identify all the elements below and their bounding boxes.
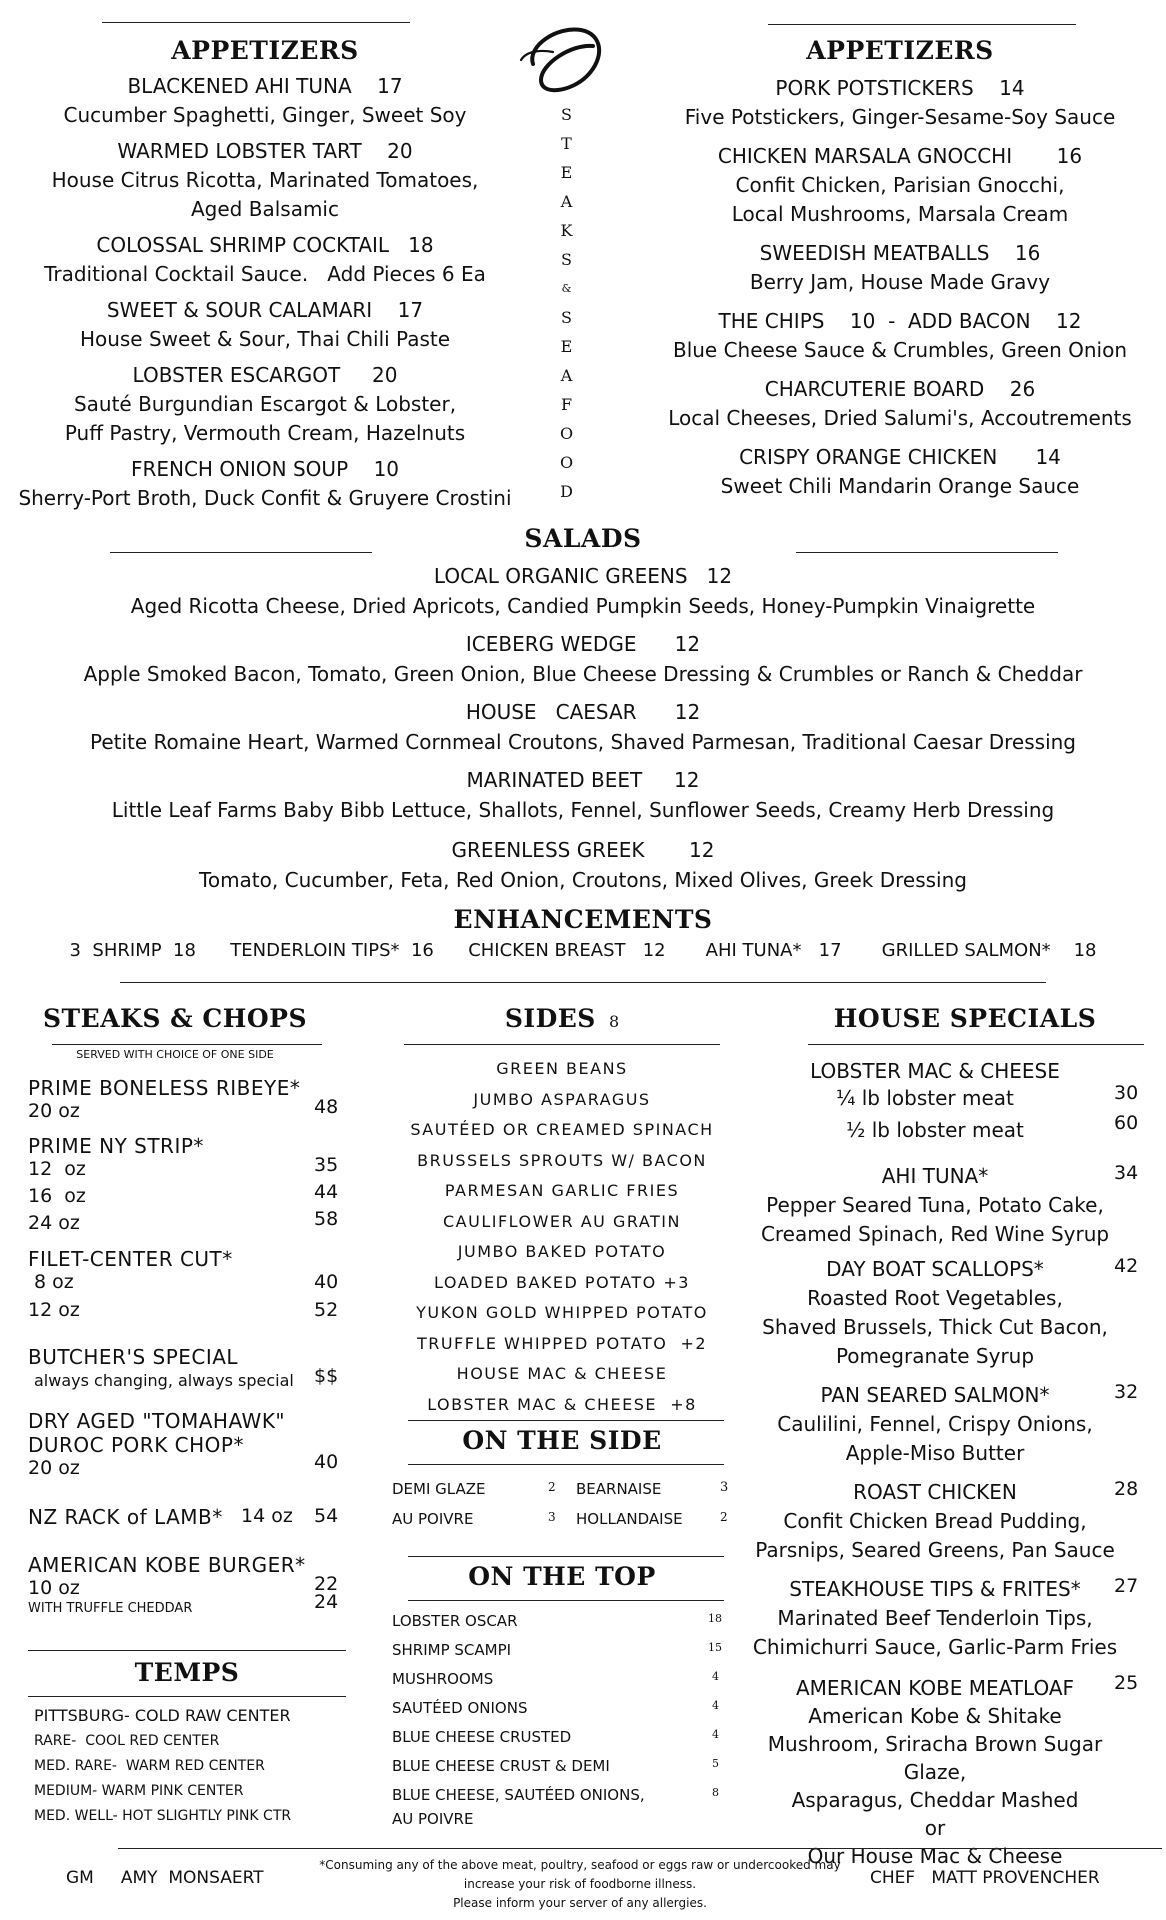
topping-price: 4 [712, 1670, 719, 1683]
special-desc: Roasted Root Vegetables, [807, 1286, 1063, 1310]
enhancement-price: 18 [173, 940, 196, 961]
menu-item-desc: Aged Balsamic [191, 197, 339, 221]
vertical-letter: T [561, 134, 573, 153]
vertical-letter: S [561, 105, 573, 124]
menu-item-name: SWEET & SOUR CALAMARI 17 [106, 298, 424, 322]
section-title: ON THE TOP [468, 1562, 656, 1591]
steaks-list [28, 1076, 348, 1625]
menu-item-desc: Puff Pastry, Vermouth Cream, Hazelnuts [64, 421, 466, 445]
steak-size: 20 oz [28, 1457, 80, 1479]
steak-size: 12 oz [28, 1158, 86, 1180]
special-option: ¼ lb lobster meat [836, 1086, 1014, 1110]
side-item: BRUSSELS SPROUTS W/ BACON [417, 1150, 707, 1170]
house-specials-header [800, 1004, 1130, 1033]
steak-price: 22 [314, 1573, 339, 1595]
special-desc: Mushroom, Sriracha Brown Sugar Glaze, [767, 1732, 1103, 1784]
menu-item-desc: Sauté Burgundian Escargot & Lobster, [73, 392, 457, 416]
house-specials-list [750, 1056, 1150, 1870]
special-desc: Pomegranate Syrup [835, 1344, 1035, 1368]
menu-item-desc: Local Mushrooms, Marsala Cream [731, 202, 1069, 226]
menu-item-name: GREENLESS GREEK 12 [451, 838, 715, 862]
logo-o-icon [515, 20, 615, 110]
temp-item: PITTSBURG- COLD RAW CENTER [34, 1706, 291, 1725]
special-desc: or [924, 1816, 946, 1840]
steak-size: 14 oz [241, 1505, 293, 1527]
steak-price: 54 [314, 1505, 339, 1527]
side-item: JUMBO ASPARAGUS [473, 1089, 651, 1109]
steak-price: 24 [314, 1591, 339, 1613]
special-desc: Chimichurri Sauce, Garlic-Parm Fries [752, 1635, 1118, 1659]
special-price: 42 [1114, 1255, 1139, 1277]
menu-item-desc: Aged Ricotta Cheese, Dried Apricots, Candied Pumpkin Seeds, Honey-Pumpkin Vinaigrette [130, 594, 1036, 618]
menu-item-desc: Tomato, Cucumber, Feta, Red Onion, Croutons, Mixed Olives, Greek Dressing [199, 868, 967, 892]
menu-item-name: ICEBERG WEDGE 12 [465, 632, 701, 656]
menu-item-name: CHARCUTERIE BOARD 26 [764, 377, 1036, 401]
menu-item-desc: House Sweet & Sour, Thai Chili Paste [79, 327, 451, 351]
topping-name: SAUTÉED ONIONS [392, 1699, 528, 1717]
side-item: LOBSTER MAC & CHEESE +8 [427, 1394, 697, 1414]
special-desc: Caulilini, Fennel, Crispy Onions, [777, 1412, 1093, 1436]
special-desc: Confit Chicken Bread Pudding, [783, 1509, 1087, 1533]
special-name: PAN SEARED SALMON* [820, 1383, 1050, 1407]
menu-item-name: WARMED LOBSTER TART 20 [117, 139, 413, 163]
steak-price: 35 [314, 1154, 339, 1176]
side-item: YUKON GOLD WHIPPED POTATO [416, 1303, 708, 1322]
topping-price: 18 [708, 1612, 722, 1625]
menu-item-desc: Local Cheeses, Dried Salumi's, Accoutrements [668, 406, 1132, 430]
steak-name: BUTCHER'S SPECIAL [28, 1345, 239, 1369]
menu-item-name: THE CHIPS 10 - ADD BACON 12 [718, 309, 1082, 333]
steak-size: 8 oz [28, 1271, 74, 1293]
menu-item-name: FRENCH ONION SOUP 10 [130, 457, 400, 481]
sides-header [402, 1004, 722, 1033]
special-price: 32 [1114, 1381, 1139, 1403]
appetizers-left [10, 36, 520, 513]
topping-name: SHRIMP SCAMPI [392, 1641, 512, 1659]
sauce-name: BEARNAISE [576, 1480, 662, 1498]
special-desc: Asparagus, Cheddar Mashed [791, 1788, 1079, 1812]
vertical-letter: S [561, 250, 573, 269]
enhancement-price: 17 [818, 940, 842, 961]
enhancement-price: 18 [1073, 940, 1097, 961]
steak-price: 40 [314, 1271, 339, 1293]
vertical-letter: E [560, 163, 574, 182]
steak-price: $$ [314, 1365, 339, 1387]
steak-size: 24 oz [28, 1212, 80, 1234]
on-the-side-list [392, 1480, 732, 1540]
vertical-letter: O [559, 424, 575, 443]
steak-name: PRIME NY STRIP* [28, 1134, 204, 1158]
disclaimer-line: increase your risk of foodborne illness. [463, 1877, 697, 1891]
steak-price: 52 [314, 1299, 339, 1321]
special-price: 34 [1114, 1162, 1139, 1184]
steaks-seafood-vertical [555, 100, 579, 506]
menu-item-name: BLACKENED AHI TUNA 17 [127, 74, 403, 98]
side-item: TRUFFLE WHIPPED POTATO +2 [416, 1333, 708, 1353]
special-name: AMERICAN KOBE MEATLOAF [795, 1676, 1075, 1700]
menu-item-desc: Little Leaf Farms Baby Bibb Lettuce, Shallots, Fennel, Sunflower Seeds, Creamy Herb Dressing [111, 798, 1055, 822]
menu-item-desc: Cucumber Spaghetti, Ginger, Sweet Soy [63, 103, 467, 127]
steak-price: 48 [314, 1096, 339, 1118]
special-desc: Our House Mac & Cheese [807, 1844, 1063, 1868]
topping-price: 8 [712, 1786, 719, 1799]
special-desc: Creamed Spinach, Red Wine Syrup [760, 1222, 1110, 1246]
enhancement-name: CHICKEN BREAST [468, 940, 626, 961]
special-name: ROAST CHICKEN [853, 1480, 1017, 1504]
topping-price: 4 [712, 1699, 719, 1712]
sauce-name: AU POIVRE [392, 1510, 474, 1528]
side-item: PARMESAN GARLIC FRIES [444, 1181, 680, 1200]
section-title: SIDES [504, 1004, 596, 1033]
menu-item-desc: Petite Romaine Heart, Warmed Cornmeal Croutons, Shaved Parmesan, Traditional Caesar Dressing [89, 730, 1076, 754]
sides-price: 8 [608, 1012, 620, 1031]
special-price: 27 [1114, 1575, 1139, 1597]
section-title: ON THE SIDE [462, 1426, 662, 1455]
vertical-letter: F [560, 395, 574, 414]
special-price: 28 [1114, 1478, 1139, 1500]
menu-item-name: COLOSSAL SHRIMP COCKTAIL 18 [96, 233, 434, 257]
vertical-letter: A [560, 366, 574, 385]
vertical-letter: S [561, 308, 573, 327]
topping-price: 4 [712, 1728, 719, 1741]
topping-price: 5 [712, 1757, 719, 1770]
menu-item-desc: Confit Chicken, Parisian Gnocchi, [735, 173, 1065, 197]
menu-item-desc: Berry Jam, House Made Gravy [749, 270, 1051, 294]
special-desc: Parsnips, Seared Greens, Pan Sauce [755, 1538, 1115, 1562]
enhancement-name: 3 SHRIMP [69, 940, 162, 961]
menu-item-desc: Five Potstickers, Ginger-Sesame-Soy Sauce [684, 105, 1116, 129]
temp-item: MEDIUM- WARM PINK CENTER [34, 1783, 244, 1799]
topping-name: MUSHROOMS [392, 1670, 494, 1688]
topping-price: 15 [708, 1641, 722, 1654]
steak-desc: always changing, always special [34, 1371, 294, 1390]
on-the-top-header [402, 1562, 722, 1591]
special-desc: Pepper Seared Tuna, Potato Cake, [766, 1193, 1104, 1217]
special-name: DAY BOAT SCALLOPS* [826, 1257, 1044, 1281]
steak-name: AMERICAN KOBE BURGER* [28, 1553, 306, 1577]
special-price: 25 [1114, 1672, 1139, 1694]
disclaimer-line: *Consuming any of the above meat, poultry, seafood or eggs raw or undercooked may [319, 1858, 841, 1872]
steak-size: 10 oz [28, 1577, 80, 1599]
menu-item-desc: Apple Smoked Bacon, Tomato, Green Onion, Blue Cheese Dressing & Crumbles or Ranch & Cheddar [83, 662, 1083, 686]
special-name: STEAKHOUSE TIPS & FRITES* [789, 1577, 1081, 1601]
menu-item-desc: Blue Cheese Sauce & Crumbles, Green Onion [672, 338, 1128, 362]
menu-item-name: SWEEDISH MEATBALLS 16 [759, 241, 1041, 265]
section-title: ENHANCEMENTS [453, 905, 713, 934]
steak-name: FILET-CENTER CUT* [28, 1247, 233, 1271]
menu-item-desc: Sweet Chili Mandarin Orange Sauce [720, 474, 1080, 498]
vertical-letter: K [560, 221, 574, 240]
special-option: ½ lb lobster meat [846, 1118, 1024, 1142]
temp-item: RARE- COOL RED CENTER [34, 1733, 220, 1749]
vertical-letter: E [560, 337, 574, 356]
topping-name: AU POIVRE [392, 1810, 474, 1828]
on-the-side-header [402, 1426, 722, 1455]
special-price: 30 [1114, 1082, 1139, 1104]
topping-name: BLUE CHEESE CRUSTED [392, 1728, 572, 1746]
side-item: GREEN BEANS [496, 1059, 628, 1078]
temps-header [28, 1658, 346, 1687]
section-title: TEMPS [134, 1658, 240, 1687]
steak-size: 20 oz [28, 1100, 80, 1122]
menu-item-name: CHICKEN MARSALA GNOCCHI 16 [717, 144, 1083, 168]
menu-item-name: CRISPY ORANGE CHICKEN 14 [739, 445, 1061, 469]
section-title: APPETIZERS [171, 36, 359, 65]
vertical-letter: A [560, 192, 574, 211]
sauce-price: 3 [720, 1480, 729, 1495]
enhancement-name: AHI TUNA* [705, 940, 802, 961]
special-desc: Apple-Miso Butter [845, 1441, 1025, 1465]
steak-price: 58 [314, 1208, 339, 1230]
section-title: HOUSE SPECIALS [833, 1004, 1097, 1033]
steak-price: 40 [314, 1451, 339, 1473]
sauce-price: 2 [720, 1510, 728, 1524]
side-item: LOADED BAKED POTATO +3 [434, 1272, 690, 1292]
side-item: HOUSE MAC & CHEESE [456, 1364, 668, 1383]
steaks-subtitle: SERVED WITH CHOICE OF ONE SIDE [76, 1048, 274, 1061]
special-name: LOBSTER MAC & CHEESE [810, 1059, 1060, 1083]
topping-name: LOBSTER OSCAR [392, 1612, 518, 1630]
menu-item-name: PORK POTSTICKERS 14 [775, 76, 1025, 100]
salads-section [0, 524, 1166, 961]
menu-item-desc: Sherry-Port Broth, Duck Confit & Gruyere Crostini [18, 486, 512, 510]
disclaimer [300, 1856, 860, 1913]
sauce-price: 2 [548, 1480, 556, 1494]
side-item: CAULIFLOWER AU GRATIN [442, 1211, 681, 1231]
vertical-letter: & [561, 282, 573, 295]
menu-item-name: LOCAL ORGANIC GREENS 12 [433, 564, 733, 588]
steak-size: 16 oz [28, 1185, 86, 1207]
vertical-letter: O [559, 453, 575, 472]
enhancement-name: GRILLED SALMON* [881, 940, 1051, 961]
general-manager: GM AMY MONSAERT [66, 1868, 264, 1888]
sauce-name: DEMI GLAZE [392, 1480, 486, 1498]
steak-price: 44 [314, 1181, 339, 1203]
special-desc: American Kobe & Shitake [808, 1704, 1062, 1728]
sauce-price: 3 [548, 1510, 556, 1524]
enhancements-list [0, 940, 1166, 961]
enhancement-name: TENDERLOIN TIPS* [230, 940, 400, 961]
steaks-header [20, 1004, 330, 1033]
restaurant-logo [515, 20, 615, 110]
enhancement-price: 16 [410, 940, 434, 961]
sauce-name: HOLLANDAISE [576, 1510, 683, 1528]
steak-size: 12 oz [28, 1299, 80, 1321]
menu-item-desc: House Citrus Ricotta, Marinated Tomatoes, [51, 168, 479, 192]
appetizers-right [650, 36, 1150, 501]
special-desc: Marinated Beef Tenderloin Tips, [777, 1606, 1093, 1630]
steak-name: DUROC PORK CHOP* [28, 1433, 244, 1457]
vertical-letter: D [560, 482, 574, 501]
chef-name: CHEF MATT PROVENCHER [870, 1868, 1100, 1888]
on-the-top-list [392, 1612, 732, 1834]
temp-item: MED. WELL- HOT SLIGHTLY PINK CTR [34, 1808, 292, 1824]
side-item: JUMBO BAKED POTATO [457, 1242, 667, 1261]
steak-option: WITH TRUFFLE CHEDDAR [28, 1601, 193, 1616]
section-title: STEAKS & CHOPS [42, 1004, 308, 1033]
special-price: 60 [1114, 1112, 1139, 1134]
menu-item-name: HOUSE CAESAR 12 [465, 700, 701, 724]
steak-name: DRY AGED "TOMAHAWK" [28, 1409, 286, 1433]
section-title: SALADS [524, 524, 642, 553]
menu-item-desc: Traditional Cocktail Sauce. Add Pieces 6 Ea [44, 262, 486, 286]
menu-item-name: LOBSTER ESCARGOT 20 [132, 363, 398, 387]
temp-item: MED. RARE- WARM RED CENTER [34, 1758, 265, 1774]
topping-name: BLUE CHEESE, SAUTÉED ONIONS, [392, 1786, 645, 1804]
topping-name: BLUE CHEESE CRUST & DEMI [392, 1757, 610, 1775]
section-title: APPETIZERS [806, 36, 994, 65]
side-item: SAUTÉED OR CREAMED SPINACH [410, 1120, 714, 1139]
sides-list [402, 1054, 722, 1420]
steak-name: PRIME BONELESS RIBEYE* [28, 1076, 301, 1100]
menu-item-name: MARINATED BEET 12 [466, 768, 700, 792]
special-name: AHI TUNA* [881, 1164, 989, 1188]
special-desc: Shaved Brussels, Thick Cut Bacon, [762, 1315, 1108, 1339]
temps-list [34, 1702, 354, 1829]
enhancement-price: 12 [642, 940, 666, 961]
disclaimer-line: Please inform your server of any allergies. [453, 1896, 707, 1910]
steak-name: NZ RACK of LAMB* [28, 1505, 223, 1529]
